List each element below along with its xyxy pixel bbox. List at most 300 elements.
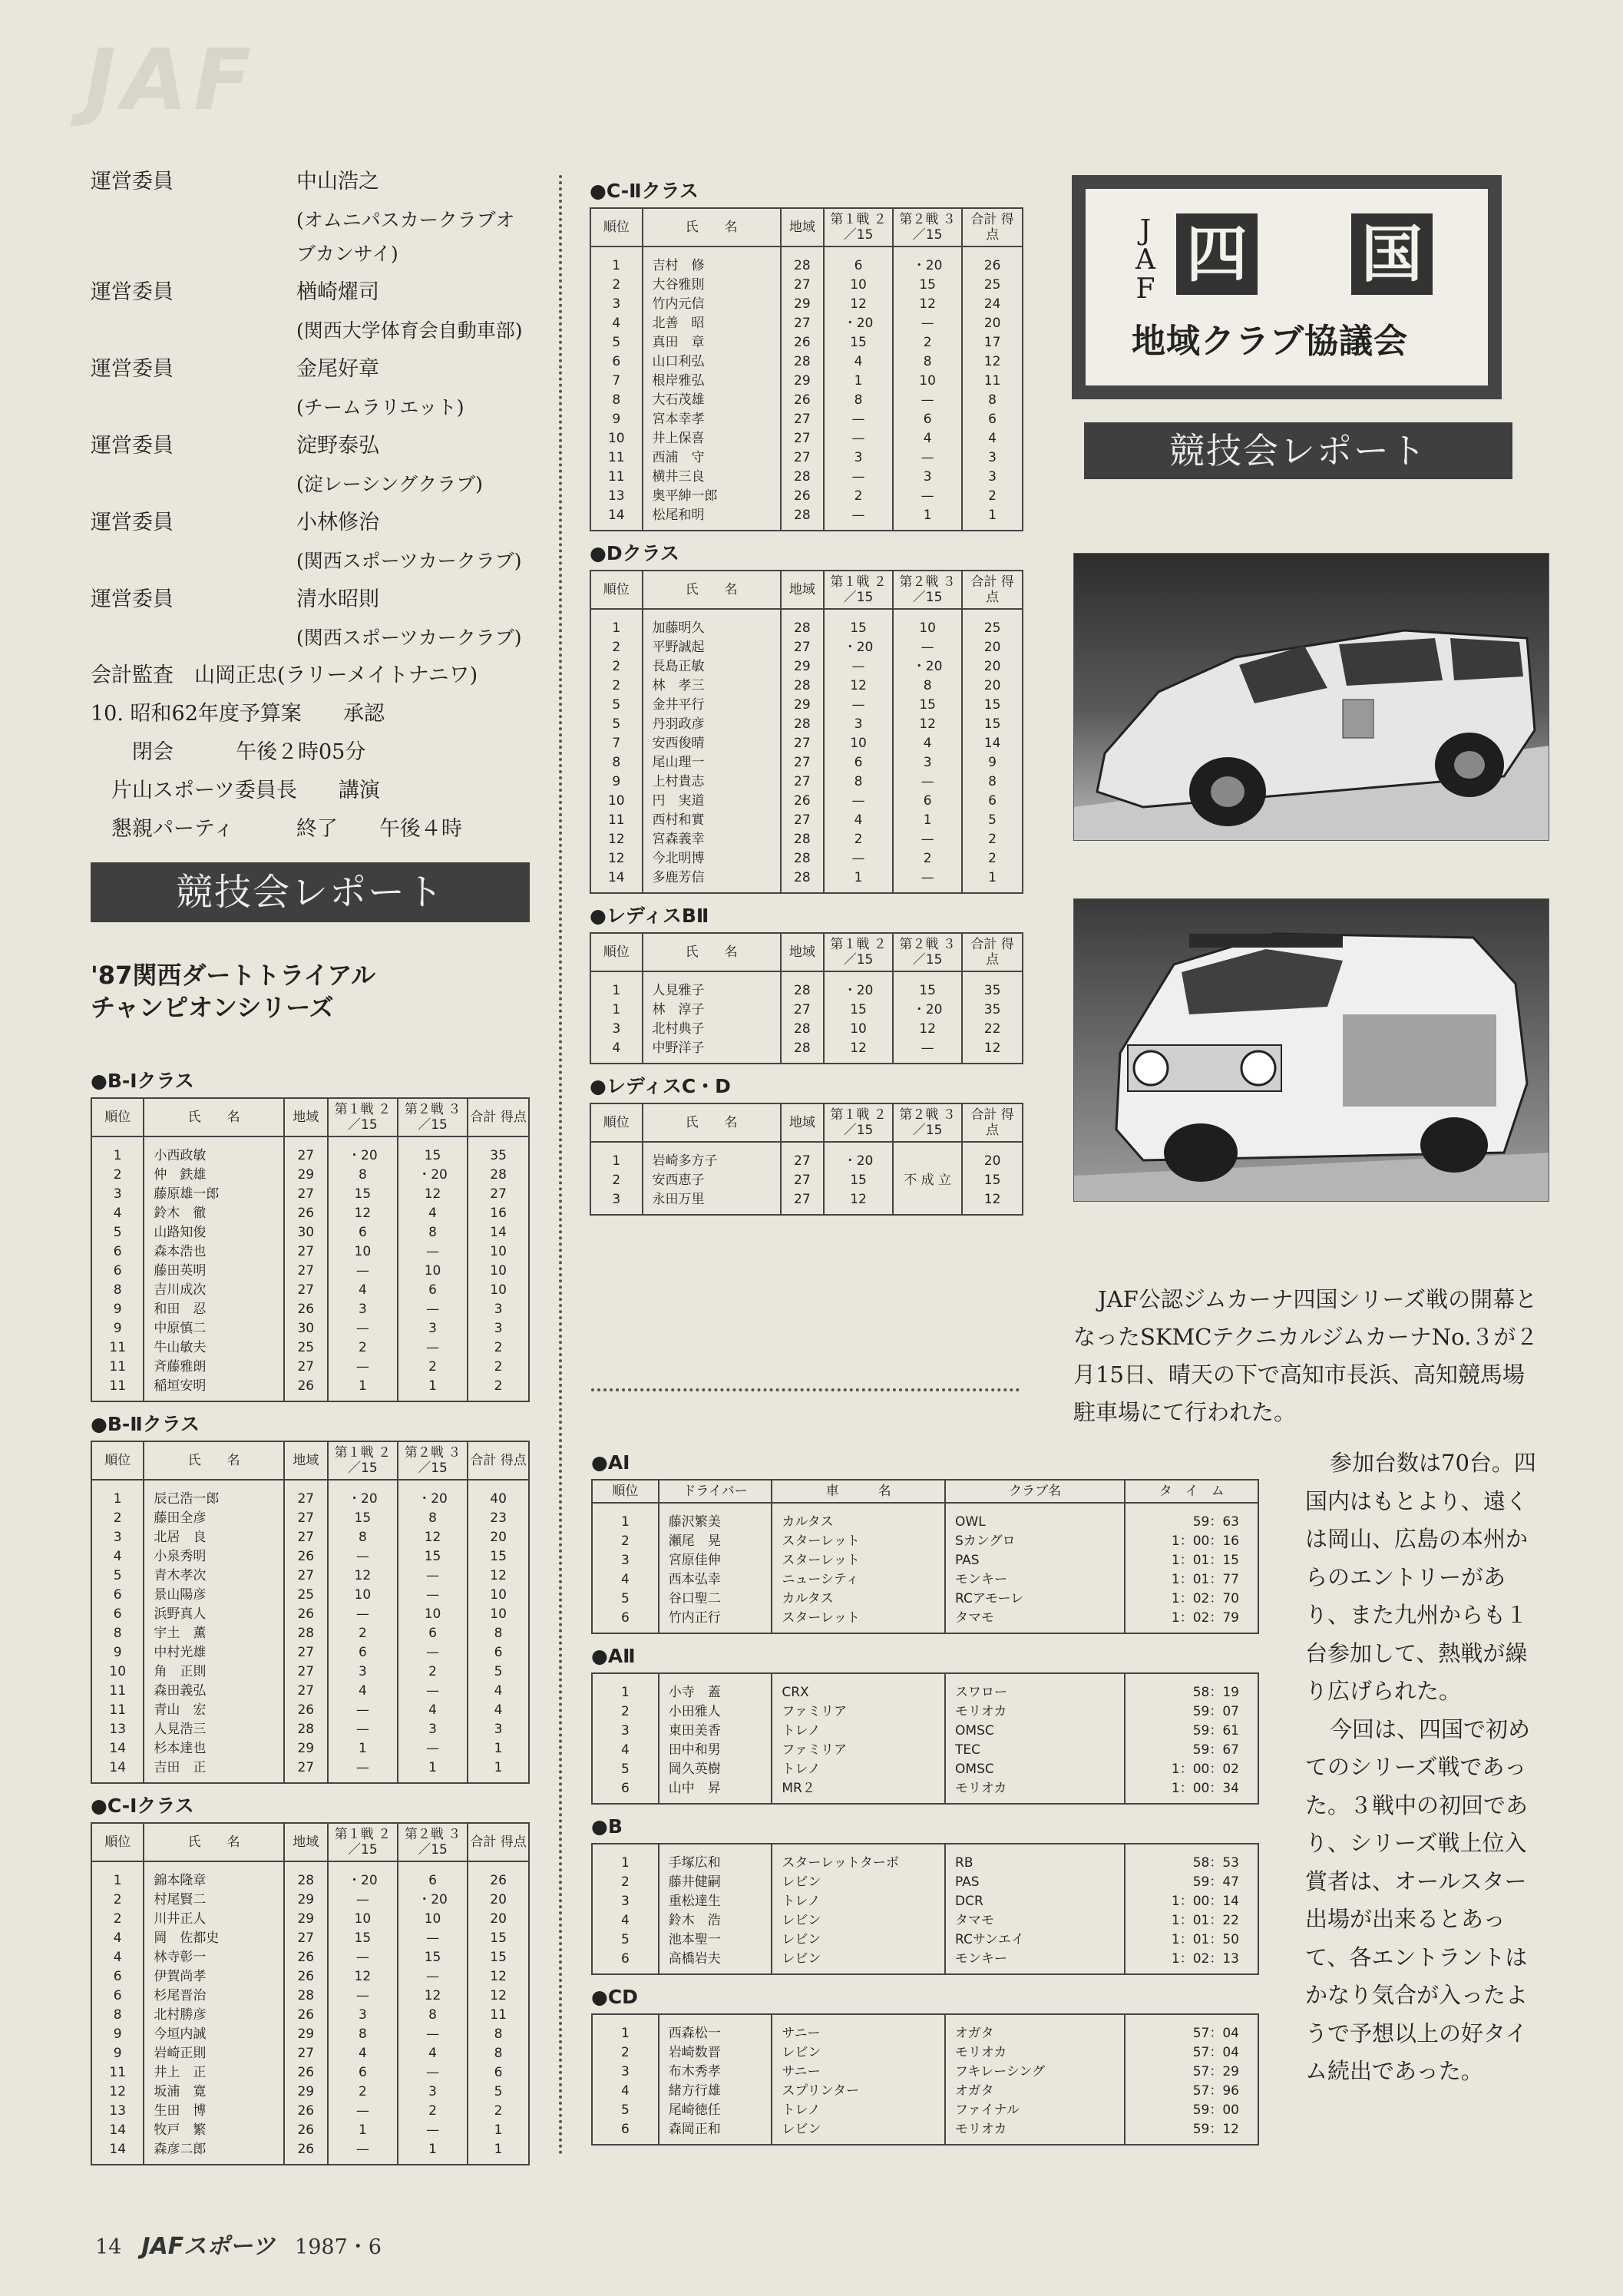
column-header: 合計 得点 bbox=[962, 1103, 1023, 1142]
class-title: ●C-Ⅰクラス bbox=[91, 1795, 194, 1817]
region-cell: 26 bbox=[284, 1605, 328, 1624]
round1-cell: 15 bbox=[824, 1001, 893, 1020]
round2-cell: 1 bbox=[893, 506, 962, 531]
rank-cell: 3 bbox=[590, 295, 643, 314]
driver-cell: 山中 昇 bbox=[659, 1779, 772, 1804]
round2-cell: 4 bbox=[398, 2044, 468, 2063]
rank-cell: 6 bbox=[91, 1967, 144, 1987]
class-title: ●CD bbox=[591, 1986, 638, 2008]
total-cell: 15 bbox=[962, 1171, 1023, 1190]
round2-cell: 8 bbox=[893, 352, 962, 372]
rank-cell: 5 bbox=[592, 2101, 659, 2120]
table-row bbox=[91, 2140, 529, 2165]
table-row bbox=[590, 753, 1023, 773]
total-cell: 3 bbox=[962, 468, 1023, 487]
region-cell: 27 bbox=[284, 1929, 328, 1948]
rank-cell: 9 bbox=[590, 410, 643, 429]
rally-car-photo-1 bbox=[1073, 553, 1549, 841]
round1-cell: 10 bbox=[824, 276, 893, 295]
rank-cell: 5 bbox=[91, 1223, 144, 1242]
round2-cell: — bbox=[398, 1338, 468, 1358]
region-cell: 26 bbox=[781, 792, 824, 811]
rank-cell: 14 bbox=[590, 506, 643, 531]
region-cell: 26 bbox=[781, 391, 824, 410]
region-cell: 27 bbox=[781, 276, 824, 295]
name-cell: 真田 章 bbox=[643, 333, 781, 352]
driver-cell: 瀬尾 晃 bbox=[659, 1532, 772, 1551]
round1-cell: 10 bbox=[328, 1586, 398, 1605]
table-row bbox=[592, 2014, 1258, 2043]
table-row bbox=[91, 1643, 529, 1662]
name-cell: 丹羽政彦 bbox=[643, 715, 781, 734]
staff-role: 運営委員 bbox=[91, 587, 174, 611]
name-cell: 岡 佐都史 bbox=[144, 1929, 283, 1948]
total-cell: 3 bbox=[468, 1319, 529, 1338]
total-cell: 3 bbox=[468, 1720, 529, 1739]
driver-cell: 尾崎徳任 bbox=[659, 2101, 772, 2120]
rank-cell: 6 bbox=[91, 1987, 144, 2006]
name-cell: 北居 良 bbox=[144, 1528, 283, 1547]
total-cell: 6 bbox=[468, 1643, 529, 1662]
total-cell: 14 bbox=[962, 734, 1023, 753]
table-row bbox=[592, 1911, 1258, 1930]
name-cell: 坂浦 寛 bbox=[144, 2083, 283, 2102]
round2-cell: 3 bbox=[398, 1319, 468, 1338]
car-cell: サニー bbox=[772, 2063, 945, 2082]
rank-cell: 1 bbox=[592, 1673, 659, 1702]
total-cell: 40 bbox=[468, 1480, 529, 1509]
table-row bbox=[592, 1892, 1258, 1911]
total-cell: 5 bbox=[468, 2083, 529, 2102]
total-cell: 15 bbox=[962, 696, 1023, 715]
time-cell: 1：00：02 bbox=[1125, 1760, 1258, 1779]
round2-cell: 15 bbox=[893, 971, 962, 1001]
time-cell: 1：02：79 bbox=[1125, 1609, 1258, 1633]
column-header: 氏 名 bbox=[144, 1823, 283, 1861]
region-cell: 27 bbox=[781, 753, 824, 773]
total-cell: 3 bbox=[962, 448, 1023, 468]
column-header: 順位 bbox=[91, 1823, 144, 1861]
round1-cell: 12 bbox=[328, 1967, 398, 1987]
rank-cell: 6 bbox=[592, 1609, 659, 1633]
region-cell: 27 bbox=[284, 2044, 328, 2063]
region-cell: 27 bbox=[284, 1480, 328, 1509]
table-row bbox=[590, 811, 1023, 830]
round2-cell: 1 bbox=[398, 1377, 468, 1401]
rank-cell: 8 bbox=[91, 2006, 144, 2025]
round2-cell: — bbox=[398, 1929, 468, 1948]
round2-cell: — bbox=[893, 487, 962, 506]
total-cell: 6 bbox=[962, 410, 1023, 429]
table-row bbox=[590, 487, 1023, 506]
round1-cell: ・20 bbox=[824, 314, 893, 333]
car-cell: スターレット bbox=[772, 1551, 945, 1570]
club-cell: RB bbox=[945, 1844, 1125, 1873]
club-cell: PAS bbox=[945, 1873, 1125, 1892]
total-cell: 16 bbox=[468, 1204, 529, 1223]
region-cell: 26 bbox=[284, 1967, 328, 1987]
round1-cell: 2 bbox=[328, 1624, 398, 1643]
round1-cell: 12 bbox=[824, 1039, 893, 1064]
rank-cell: 11 bbox=[91, 1338, 144, 1358]
rank-cell: 10 bbox=[91, 1662, 144, 1682]
name-cell: 森本浩也 bbox=[144, 1242, 283, 1262]
table-header-row bbox=[592, 1480, 1258, 1503]
rank-cell: 5 bbox=[592, 1760, 659, 1779]
column-header: 順位 bbox=[590, 208, 643, 246]
region-cell: 28 bbox=[781, 677, 824, 696]
round2-cell: — bbox=[398, 2121, 468, 2140]
column-header: 地域 bbox=[781, 208, 824, 246]
name-cell: 青木孝次 bbox=[144, 1567, 283, 1586]
class-title: ●AⅡ bbox=[591, 1645, 636, 1667]
total-cell: 1 bbox=[468, 1739, 529, 1758]
table-row bbox=[590, 352, 1023, 372]
total-cell: 17 bbox=[962, 333, 1023, 352]
rank-cell: 2 bbox=[592, 1702, 659, 1722]
rank-cell: 6 bbox=[592, 1950, 659, 1974]
round2-cell: 1 bbox=[893, 811, 962, 830]
rank-cell: 11 bbox=[590, 811, 643, 830]
table-row bbox=[590, 448, 1023, 468]
name-cell: 青山 宏 bbox=[144, 1701, 283, 1720]
class-standings-table bbox=[91, 1822, 530, 2165]
rank-cell: 5 bbox=[590, 333, 643, 352]
table-header-row bbox=[590, 1103, 1023, 1142]
region-cell: 28 bbox=[781, 352, 824, 372]
total-cell: 1 bbox=[962, 868, 1023, 893]
table-row bbox=[91, 1861, 529, 1891]
region-cell: 27 bbox=[284, 1662, 328, 1682]
name-cell: 西浦 守 bbox=[643, 448, 781, 468]
round1-cell: 6 bbox=[824, 246, 893, 276]
car-cell: スターレットターボ bbox=[772, 1844, 945, 1873]
round1-cell: — bbox=[328, 1547, 398, 1567]
rank-cell: 11 bbox=[91, 1682, 144, 1701]
round2-cell: 10 bbox=[398, 1262, 468, 1281]
name-cell: 大石茂雄 bbox=[643, 391, 781, 410]
table-row bbox=[91, 1586, 529, 1605]
name-cell: 辰己浩一郎 bbox=[144, 1480, 283, 1509]
total-cell: 10 bbox=[468, 1262, 529, 1281]
time-cell: 59：07 bbox=[1125, 1702, 1258, 1722]
rank-cell: 12 bbox=[91, 2083, 144, 2102]
name-cell: 金井平行 bbox=[643, 696, 781, 715]
staff-role: 運営委員 bbox=[91, 357, 174, 381]
total-cell: 10 bbox=[468, 1605, 529, 1624]
round1-cell: 2 bbox=[328, 1338, 398, 1358]
round2-cell: — bbox=[398, 1567, 468, 1586]
rank-cell: 1 bbox=[91, 1861, 144, 1891]
driver-cell: 西森松一 bbox=[659, 2014, 772, 2043]
column-header: 合計 得点 bbox=[962, 571, 1023, 609]
report-paragraph-3: 今回は、四国で初めてのシリーズ戦であった。３戦中の初回であり、シリーズ戦上位入賞者は、オールスター出場が出来るとあって、各エントラントはかなり気合が入ったようで予想以上の好タイム続出であった。 bbox=[1305, 1715, 1531, 2084]
table-row bbox=[91, 1319, 529, 1338]
round1-cell: 4 bbox=[328, 1682, 398, 1701]
round1-cell: 12 bbox=[824, 295, 893, 314]
driver-cell: 池本聖一 bbox=[659, 1930, 772, 1950]
table-row bbox=[590, 391, 1023, 410]
time-cell: 57：96 bbox=[1125, 2082, 1258, 2101]
table-row bbox=[590, 868, 1023, 893]
total-cell: 15 bbox=[468, 1929, 529, 1948]
total-cell: 26 bbox=[468, 1861, 529, 1891]
region-cell: 29 bbox=[284, 2083, 328, 2102]
column-header: 第２戦 ３／15 bbox=[893, 933, 962, 971]
club-cell: モリオカ bbox=[945, 2120, 1125, 2145]
car-cell: CRX bbox=[772, 1673, 945, 1702]
round1-cell: — bbox=[824, 792, 893, 811]
region-cell: 25 bbox=[284, 1338, 328, 1358]
driver-cell: 緒方行雄 bbox=[659, 2082, 772, 2101]
column-header: 氏 名 bbox=[144, 1441, 283, 1480]
series-title bbox=[91, 959, 530, 1024]
region-cell: 28 bbox=[781, 506, 824, 531]
round1-cell: 8 bbox=[328, 1528, 398, 1547]
column-header: 第１戦 ２／15 bbox=[328, 1823, 398, 1861]
report-paragraphs bbox=[1305, 1444, 1543, 2091]
round1-cell: 4 bbox=[824, 352, 893, 372]
table-header-row bbox=[91, 1441, 529, 1480]
club-cell: オガタ bbox=[945, 2014, 1125, 2043]
region-cell: 27 bbox=[284, 1185, 328, 1204]
column-header: 順位 bbox=[590, 1103, 643, 1142]
region-cell: 27 bbox=[284, 1281, 328, 1300]
total-cell: 2 bbox=[962, 830, 1023, 849]
region-cell: 27 bbox=[284, 1528, 328, 1547]
round1-cell: — bbox=[824, 429, 893, 448]
name-cell: 和田 忍 bbox=[144, 1300, 283, 1319]
total-cell: 1 bbox=[962, 506, 1023, 531]
column-header: 第２戦 ３／15 bbox=[398, 1098, 468, 1136]
table-row bbox=[590, 1190, 1023, 1215]
staff-name: 楢崎燿司 bbox=[296, 280, 379, 304]
name-cell: 人見雅子 bbox=[643, 971, 781, 1001]
rank-cell: 11 bbox=[91, 2063, 144, 2083]
name-cell: 北村典子 bbox=[643, 1020, 781, 1039]
time-cell: 1：02：70 bbox=[1125, 1590, 1258, 1609]
name-cell: 牧戸 繁 bbox=[144, 2121, 283, 2140]
name-cell: 長島正敏 bbox=[643, 657, 781, 677]
round2-cell: 15 bbox=[398, 1547, 468, 1567]
name-cell: 伊賀尚孝 bbox=[144, 1967, 283, 1987]
table-row bbox=[590, 295, 1023, 314]
table-row bbox=[91, 1891, 529, 1910]
round1-cell: — bbox=[328, 1701, 398, 1720]
class-standings-table bbox=[590, 932, 1023, 1064]
staff-name: 小林修治 bbox=[296, 511, 379, 534]
rank-cell: 5 bbox=[590, 696, 643, 715]
rank-cell: 8 bbox=[590, 753, 643, 773]
table-row bbox=[91, 1377, 529, 1401]
rank-cell: 11 bbox=[590, 468, 643, 487]
name-cell: 森彦二郎 bbox=[144, 2140, 283, 2165]
region-cell: 27 bbox=[284, 1509, 328, 1528]
table-row bbox=[592, 1779, 1258, 1804]
total-cell: 8 bbox=[468, 1624, 529, 1643]
rank-cell: 1 bbox=[592, 1503, 659, 1532]
rank-cell: 2 bbox=[590, 276, 643, 295]
name-cell: 西村和實 bbox=[643, 811, 781, 830]
time-cell: 59：00 bbox=[1125, 2101, 1258, 2120]
round2-cell: 3 bbox=[893, 468, 962, 487]
column-header: 氏 名 bbox=[643, 933, 781, 971]
table-row bbox=[592, 1503, 1258, 1532]
round2-cell: 12 bbox=[893, 715, 962, 734]
club-cell: タマモ bbox=[945, 1609, 1125, 1633]
table-row bbox=[91, 1281, 529, 1300]
name-cell: 森田義弘 bbox=[144, 1682, 283, 1701]
rank-cell: 1 bbox=[91, 1480, 144, 1509]
round1-cell: 10 bbox=[328, 1242, 398, 1262]
table-row bbox=[592, 1570, 1258, 1590]
table-row bbox=[590, 410, 1023, 429]
time-cell: 58：19 bbox=[1125, 1673, 1258, 1702]
rank-cell: 5 bbox=[592, 1590, 659, 1609]
class-standings-table bbox=[91, 1441, 530, 1784]
region-cell: 26 bbox=[284, 2121, 328, 2140]
region-cell: 28 bbox=[781, 868, 824, 893]
staff-affiliation: (チームラリエット) bbox=[296, 396, 464, 419]
table-row bbox=[91, 1338, 529, 1358]
rank-cell: 4 bbox=[91, 1547, 144, 1567]
car-cell: レビン bbox=[772, 2120, 945, 2145]
name-cell: 竹内元信 bbox=[643, 295, 781, 314]
round1-cell: 15 bbox=[328, 1185, 398, 1204]
car-cell: ファミリア bbox=[772, 1741, 945, 1760]
name-cell: 藤原雄一郎 bbox=[144, 1185, 283, 1204]
total-cell: 6 bbox=[468, 2063, 529, 2083]
table-row bbox=[91, 1662, 529, 1682]
rank-cell: 1 bbox=[91, 1136, 144, 1166]
table-row bbox=[91, 1910, 529, 1929]
total-cell: 12 bbox=[468, 1967, 529, 1987]
rank-cell: 1 bbox=[592, 2014, 659, 2043]
time-cell: 57：29 bbox=[1125, 2063, 1258, 2082]
time-cell: 1：00：16 bbox=[1125, 1532, 1258, 1551]
table-row bbox=[592, 1873, 1258, 1892]
table-row bbox=[592, 1950, 1258, 1974]
rank-cell: 2 bbox=[590, 1171, 643, 1190]
section-divider bbox=[591, 1388, 1020, 1391]
class-title: ●レディスBⅡ bbox=[590, 905, 709, 927]
rank-cell: 4 bbox=[91, 1204, 144, 1223]
name-cell: 尾山理一 bbox=[643, 753, 781, 773]
round2-cell: — bbox=[398, 1643, 468, 1662]
rank-cell: 2 bbox=[590, 638, 643, 657]
column-header: 第１戦 ２／15 bbox=[824, 933, 893, 971]
rank-cell: 2 bbox=[91, 1910, 144, 1929]
club-cell: モンキー bbox=[945, 1950, 1125, 1974]
round1-cell: — bbox=[328, 1948, 398, 1967]
round2-cell: 8 bbox=[893, 677, 962, 696]
series-title-line1: '87関西ダートトライアル bbox=[91, 961, 376, 990]
table-row bbox=[91, 1509, 529, 1528]
column-header: 第２戦 ３／15 bbox=[893, 571, 962, 609]
rank-cell: 6 bbox=[592, 1779, 659, 1804]
table-row bbox=[590, 506, 1023, 531]
round2-cell: — bbox=[398, 1967, 468, 1987]
table-row bbox=[592, 1609, 1258, 1633]
table-row bbox=[91, 1758, 529, 1783]
column-header: 第１戦 ２／15 bbox=[824, 208, 893, 246]
round1-cell: 8 bbox=[824, 391, 893, 410]
name-cell: 井上保喜 bbox=[643, 429, 781, 448]
staff-name: 淀野泰弘 bbox=[296, 434, 379, 458]
round2-cell: 6 bbox=[893, 410, 962, 429]
rank-cell: 8 bbox=[91, 1281, 144, 1300]
club-cell: DCR bbox=[945, 1892, 1125, 1911]
region-cell: 27 bbox=[284, 1262, 328, 1281]
club-cell: OWL bbox=[945, 1503, 1125, 1532]
region-cell: 28 bbox=[781, 971, 824, 1001]
staff-name: 中山浩之 bbox=[296, 170, 379, 194]
rank-cell: 7 bbox=[590, 372, 643, 391]
round1-cell: 6 bbox=[824, 753, 893, 773]
table-row bbox=[592, 1590, 1258, 1609]
name-cell: 宮本幸孝 bbox=[643, 410, 781, 429]
table-row bbox=[590, 333, 1023, 352]
round2-cell: 4 bbox=[398, 1204, 468, 1223]
round1-cell: — bbox=[328, 1605, 398, 1624]
time-results-table bbox=[591, 2013, 1259, 2145]
name-cell: 円 実道 bbox=[643, 792, 781, 811]
column-header: 地域 bbox=[284, 1441, 328, 1480]
total-cell: 2 bbox=[468, 2102, 529, 2121]
round2-cell: — bbox=[893, 314, 962, 333]
region-cell: 27 bbox=[781, 734, 824, 753]
time-results-table bbox=[591, 1843, 1259, 1975]
rank-cell: 3 bbox=[590, 1020, 643, 1039]
round1-cell: 15 bbox=[824, 609, 893, 638]
rank-cell: 6 bbox=[592, 2120, 659, 2145]
round2-cell: ・20 bbox=[893, 1001, 962, 1020]
total-cell: 15 bbox=[962, 715, 1023, 734]
table-row bbox=[590, 792, 1023, 811]
total-cell: 20 bbox=[962, 1142, 1023, 1171]
total-cell: 12 bbox=[962, 1039, 1023, 1064]
table-row bbox=[91, 1720, 529, 1739]
rank-cell: 2 bbox=[592, 1873, 659, 1892]
column-header: 順位 bbox=[590, 933, 643, 971]
column-header: タ イ ム bbox=[1125, 1480, 1258, 1503]
column-header: 順位 bbox=[91, 1441, 144, 1480]
name-cell: 村尾賢二 bbox=[144, 1891, 283, 1910]
table-row bbox=[91, 1358, 529, 1377]
driver-cell: 重松達生 bbox=[659, 1892, 772, 1911]
rank-cell: 1 bbox=[590, 246, 643, 276]
round2-cell: ・20 bbox=[893, 657, 962, 677]
name-cell: 斉藤雅朗 bbox=[144, 1358, 283, 1377]
round2-cell: ・20 bbox=[398, 1891, 468, 1910]
name-cell: 山路知俊 bbox=[144, 1223, 283, 1242]
name-cell: 岩崎多方子 bbox=[643, 1142, 781, 1171]
class-title: ●AⅠ bbox=[591, 1451, 630, 1474]
rank-cell: 11 bbox=[91, 1358, 144, 1377]
rank-cell: 5 bbox=[592, 1930, 659, 1950]
name-cell: 杉本達也 bbox=[144, 1739, 283, 1758]
club-cell: モンキー bbox=[945, 1570, 1125, 1590]
table-row bbox=[91, 1204, 529, 1223]
table-header-row bbox=[590, 208, 1023, 246]
table-row bbox=[91, 1166, 529, 1185]
round1-cell: 8 bbox=[328, 2025, 398, 2044]
round2-cell: — bbox=[398, 1739, 468, 1758]
round2-cell: 2 bbox=[398, 1358, 468, 1377]
region-cell: 27 bbox=[781, 1142, 824, 1171]
rank-cell: 1 bbox=[590, 1001, 643, 1020]
rank-cell: 8 bbox=[91, 1624, 144, 1643]
